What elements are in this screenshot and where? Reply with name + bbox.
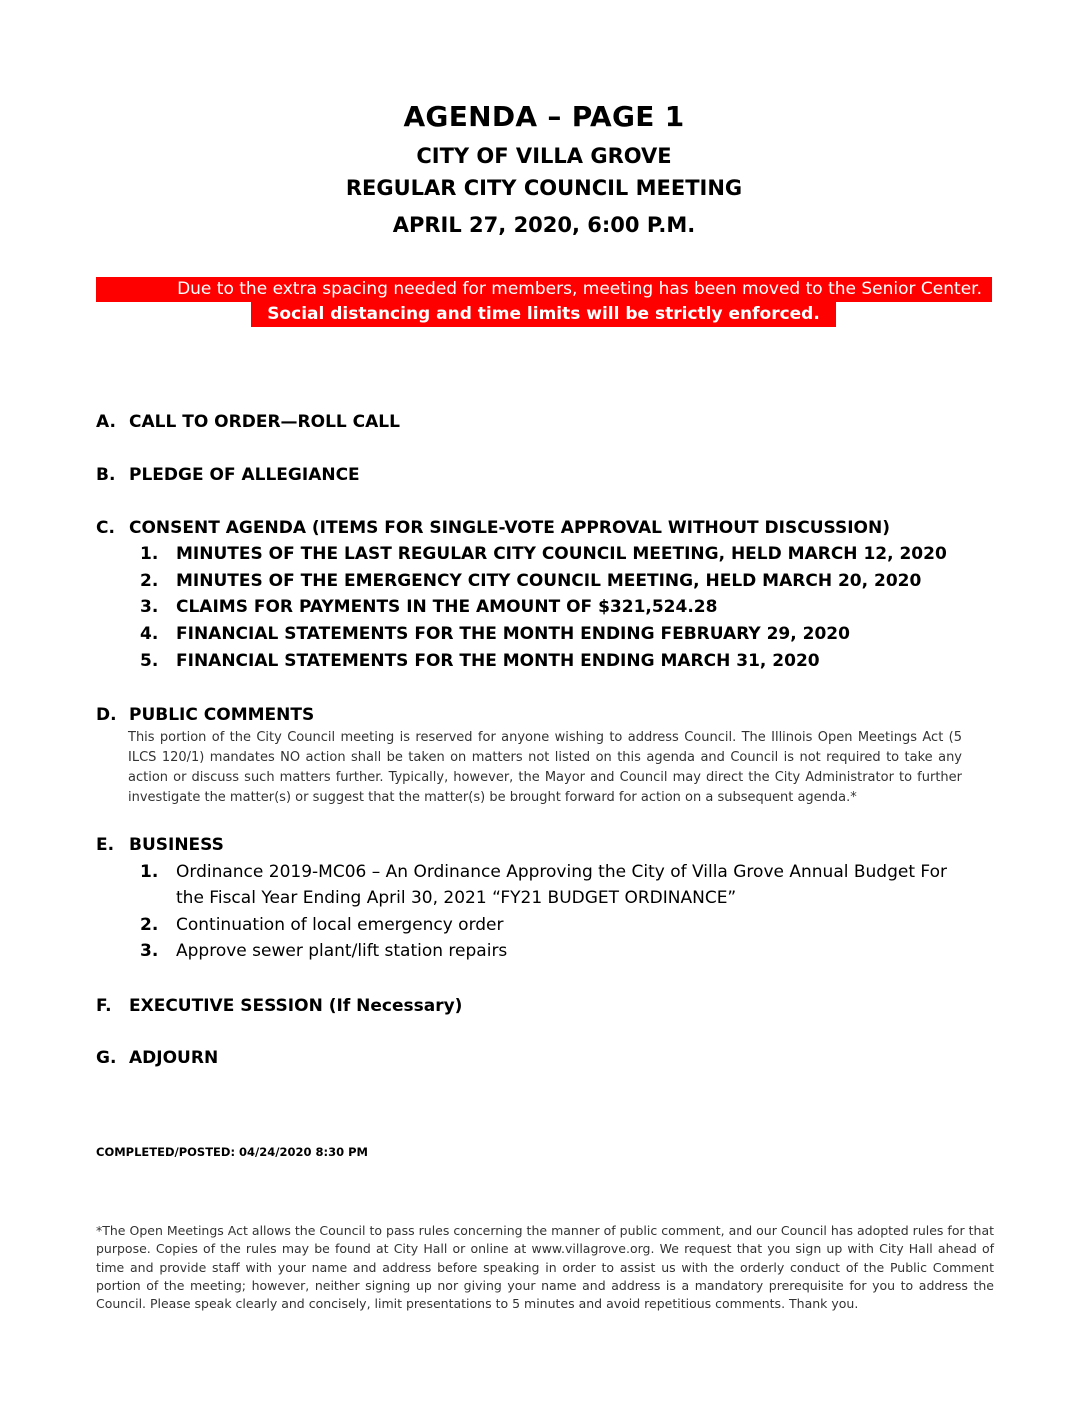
location-notice: Due to the extra spacing needed for members, meeting has been moved to the Senior Center.	[96, 277, 992, 302]
section-title: CALL TO ORDER—ROLL CALL	[129, 412, 400, 432]
distancing-notice: Social distancing and time limits will be strictly enforced.	[251, 302, 836, 327]
section-letter: D.	[96, 705, 117, 725]
section-title: PLEDGE OF ALLEGIANCE	[129, 465, 360, 485]
meeting-datetime: APRIL 27, 2020, 6:00 P.M.	[392, 213, 696, 237]
item-text: Continuation of local emergency order	[176, 915, 504, 935]
section-letter: B.	[96, 465, 116, 485]
section-title: ADJOURN	[129, 1048, 219, 1068]
section-letter: G.	[96, 1048, 117, 1068]
item-number: 3.	[140, 941, 159, 961]
item-number: 2.	[140, 571, 159, 591]
item-number: 1.	[140, 862, 159, 882]
item-text: FINANCIAL STATEMENTS FOR THE MONTH ENDING FEBRUARY 29, 2020	[176, 624, 850, 644]
footnote: *The Open Meetings Act allows the Council to pass rules concerning the manner of public comment, and our Council has adopted rules for that purpose. Copies of the rules may be found at City Hall or online at www.villagrove.org. We request that you sign up with City Hall ahead of time and provide staff with your name and address before speaking in order to assist us with the orderly conduct of the Public Comment portion of the meeting; however, neither signing up nor giving your name and address is a mandatory prerequisite for you to address the Council. Please speak clearly and concisely, limit presentations to 5 minutes and avoid repetitious comments. Thank you.	[96, 1223, 994, 1312]
section-title: CONSENT AGENDA (ITEMS FOR SINGLE-VOTE APPROVAL WITHOUT DISCUSSION)	[129, 518, 890, 538]
item-text: MINUTES OF THE EMERGENCY CITY COUNCIL MEETING, HELD MARCH 20, 2020	[176, 571, 922, 591]
item-text: CLAIMS FOR PAYMENTS IN THE AMOUNT OF $321,524.28	[176, 597, 718, 617]
item-number: 1.	[140, 544, 159, 564]
posted-timestamp: COMPLETED/POSTED: 04/24/2020 8:30 PM	[96, 1145, 368, 1159]
section-letter: A.	[96, 412, 116, 432]
section-letter: F.	[96, 996, 112, 1016]
section-letter: E.	[96, 835, 115, 855]
page-title: AGENDA – PAGE 1	[403, 100, 685, 133]
item-number: 3.	[140, 597, 159, 617]
section-title: BUSINESS	[129, 835, 224, 855]
item-number: 4.	[140, 624, 159, 644]
item-text: MINUTES OF THE LAST REGULAR CITY COUNCIL MEETING, HELD MARCH 12, 2020	[176, 544, 947, 564]
city-name: CITY OF VILLA GROVE	[416, 144, 672, 168]
item-text: Approve sewer plant/lift station repairs	[176, 941, 508, 961]
item-number: 5.	[140, 651, 159, 671]
item-text: FINANCIAL STATEMENTS FOR THE MONTH ENDING MARCH 31, 2020	[176, 651, 820, 671]
item-text: Ordinance 2019-MC06 – An Ordinance Approving the City of Villa Grove Annual Budget For	[176, 862, 947, 882]
section-letter: C.	[96, 518, 115, 538]
meeting-type: REGULAR CITY COUNCIL MEETING	[345, 176, 743, 200]
section-title: PUBLIC COMMENTS	[129, 705, 315, 725]
item-text: the Fiscal Year Ending April 30, 2021 “FY21 BUDGET ORDINANCE”	[176, 888, 737, 908]
item-number: 2.	[140, 915, 159, 935]
public-comments-description: This portion of the City Council meeting is reserved for anyone wishing to address Council. The Illinois Open Meetings Act (5 ILCS 120/1) mandates NO action shall be taken on matters not listed on this agenda and Council is not required to take any action or discuss such matters further. Typically, however, the Mayor and Council may direct the City Administrator to further investigate the matter(s) or suggest that the matter(s) be brought forward for action on a subsequent agenda.*	[128, 730, 962, 805]
section-title: EXECUTIVE SESSION (If Necessary)	[129, 996, 463, 1016]
